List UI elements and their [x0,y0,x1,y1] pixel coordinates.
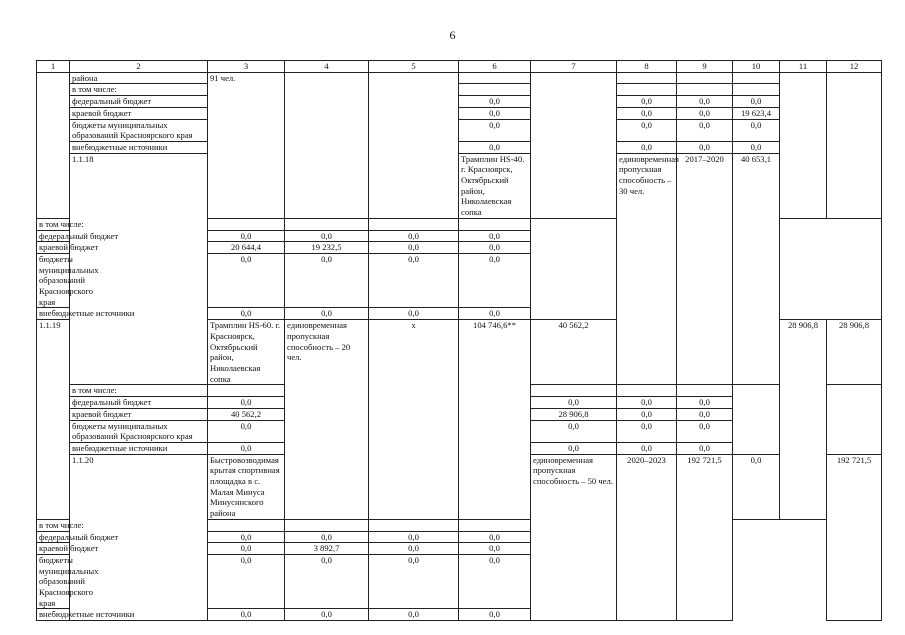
incl-label: в том числе: [37,218,70,230]
value-cell: 0,0 [459,96,531,108]
value-cell: 28 906,8 [827,320,882,385]
value-cell: 40 562,2 [531,320,617,385]
value-cell [208,519,285,531]
value-cell: 0,0 [369,253,459,308]
value-cell: 0,0 [369,242,459,254]
value-cell: 0,0 [208,543,285,555]
value-cell [677,84,733,96]
value-cell: 0,0 [459,308,531,320]
value-cell: 0,0 [677,420,733,442]
col-header: 6 [459,61,531,73]
value-cell: 0,0 [617,420,677,442]
value-cell: 0,0 [369,609,459,621]
value-cell: 0,0 [369,531,459,543]
value-cell: 0,0 [285,230,369,242]
value-cell: 0,0 [459,554,531,609]
value-cell: 0,0 [459,119,531,141]
source-label: внебюджетные источники [70,141,208,153]
incl-label: в том числе: [70,84,208,96]
value-cell [459,519,531,531]
col-header: 12 [827,61,882,73]
period-cell: 2020–2023 [617,454,677,621]
source-label: внебюджетные источники [37,609,70,621]
period-cell: х [369,320,459,520]
value-cell [285,218,369,230]
name-cell: Трамплин HS-40. г. Красноярск, Октябрьский район, Николаевская сопка [459,153,531,218]
budget-table [36,60,882,621]
value-cell [459,84,531,96]
value-cell: 0,0 [285,253,369,308]
value-cell: 0,0 [617,119,677,141]
value-cell [459,218,531,230]
value-cell: 0,0 [285,609,369,621]
value-cell: 0,0 [208,442,285,454]
value-cell: 0,0 [617,107,677,119]
value-cell: 0,0 [369,308,459,320]
value-cell: 0,0 [285,554,369,609]
capacity-cell: единовременная пропускная способность – 20 чел. [285,320,369,520]
value-cell: 0,0 [677,119,733,141]
incl-label: в том числе: [37,519,70,531]
table-row [37,141,882,153]
page-number: 6 [449,28,456,42]
table-row [37,119,882,141]
value-cell: 0,0 [617,96,677,108]
value-cell: 0,0 [733,96,780,108]
source-label: краевой бюджет [70,408,208,420]
name-cell: Быстровозводимая крытая спортивная площадка в с. Малая Минуса Минусинского района [208,454,285,519]
value-cell: 0,0 [459,543,531,555]
value-cell [208,385,285,397]
num-cell [37,72,70,218]
source-label: краевой бюджет [37,543,70,555]
table-row [37,72,882,84]
value-cell [733,72,780,84]
value-cell: 0,0 [617,397,677,409]
value-cell [617,72,677,84]
value-cell: 0,0 [531,442,617,454]
value-cell: 0,0 [285,308,369,320]
name-cell: района [70,72,208,84]
source-label: федеральный бюджет [70,397,208,409]
value-cell: 0,0 [208,253,285,308]
col-header: 2 [70,61,208,73]
value-cell: 0,0 [531,397,617,409]
total-cell: 104 746,6** [459,320,531,520]
source-label: краевой бюджет [37,242,70,254]
capacity-cell: единовременная пропускная способность – 30 чел. [617,153,677,385]
value-cell [459,72,531,84]
period-cell: 2017–2020 [677,153,733,385]
capacity-cell: 91 чел. [208,72,285,218]
col-header: 9 [677,61,733,73]
source-label: бюджеты муниципальных образований Красноярского края [37,554,70,609]
value-cell: 0,0 [733,141,780,153]
period-cell [285,72,369,218]
value-cell [369,218,459,230]
source-label: бюджеты муниципальных образований Красноярского края [70,119,208,141]
value-cell: 0,0 [677,397,733,409]
value-cell [780,72,827,218]
value-cell: 0,0 [208,420,285,442]
num-cell: 1.1.18 [70,153,208,385]
value-cell: 0,0 [459,141,531,153]
value-cell [733,84,780,96]
source-label: краевой бюджет [70,107,208,119]
value-cell: 0,0 [617,442,677,454]
col-header: 8 [617,61,677,73]
value-cell: 0,0 [677,141,733,153]
value-cell: 0,0 [459,531,531,543]
total-cell: 40 653,1 [733,153,780,385]
num-cell: 1.1.20 [70,454,208,621]
source-label: федеральный бюджет [37,531,70,543]
total-cell [369,72,459,218]
value-cell: 0,0 [733,119,780,141]
source-label: внебюджетные источники [70,442,208,454]
value-cell [677,72,733,84]
value-cell: 0,0 [459,230,531,242]
col-header: 7 [531,61,617,73]
value-cell: 28 906,8 [780,320,827,520]
value-cell: 0,0 [459,609,531,621]
value-cell: 0,0 [677,442,733,454]
col-header: 4 [285,61,369,73]
value-cell: 20 644,4 [208,242,285,254]
table-row [37,84,882,96]
value-cell: 0,0 [208,308,285,320]
total-cell: 192 721,5 [677,454,733,621]
value-cell: 0,0 [369,554,459,609]
value-cell [617,84,677,96]
value-cell: 0,0 [369,543,459,555]
value-cell: 0,0 [677,96,733,108]
value-cell [208,218,285,230]
value-cell [369,519,459,531]
col-header: 11 [780,61,827,73]
source-label: федеральный бюджет [70,96,208,108]
header-row [37,61,882,73]
col-header: 10 [733,61,780,73]
col-header: 1 [37,61,70,73]
value-cell: 0,0 [459,253,531,308]
value-cell: 0,0 [677,107,733,119]
value-cell: 0,0 [459,242,531,254]
source-label: бюджеты муниципальных образований Красноярского края [70,420,208,442]
value-cell: 0,0 [208,230,285,242]
source-label: федеральный бюджет [37,230,70,242]
table-row [37,107,882,119]
name-cell: Трамплин HS-60. г. Красноярск, Октябрьский район, Николаевская сопка [208,320,285,385]
value-cell: 0,0 [208,397,285,409]
value-cell: 0,0 [531,420,617,442]
value-cell: 19 232,5 [285,242,369,254]
table-row [37,153,882,218]
value-cell: 0,0 [733,454,780,519]
table-row [37,96,882,108]
value-cell: 0,0 [208,554,285,609]
value-cell: 28 906,8 [531,408,617,420]
col-header: 3 [208,61,285,73]
value-cell: 0,0 [208,531,285,543]
col-header: 5 [369,61,459,73]
value-cell [285,519,369,531]
value-cell: 19 623,4 [733,107,780,119]
incl-label: в том числе: [70,385,208,397]
value-cell [531,385,617,397]
value-cell: 0,0 [208,609,285,621]
num-cell: 1.1.19 [37,320,70,520]
value-cell: 0,0 [285,531,369,543]
value-cell: 40 562,2 [208,408,285,420]
value-cell: 192 721,5 [827,454,882,621]
capacity-cell: единовременная пропускная способность – 50 чел. [531,454,617,621]
value-cell: 0,0 [617,408,677,420]
value-cell [617,385,677,397]
value-cell: 0,0 [677,408,733,420]
source-label: внебюджетные источники [37,308,70,320]
value-cell: 0,0 [369,230,459,242]
value-cell: 0,0 [617,141,677,153]
value-cell [531,72,617,218]
value-cell [677,385,733,397]
value-cell: 0,0 [459,107,531,119]
value-cell: 3 892,7 [285,543,369,555]
source-label: бюджеты муниципальных образований Красноярского края [37,253,70,308]
value-cell [827,72,882,218]
